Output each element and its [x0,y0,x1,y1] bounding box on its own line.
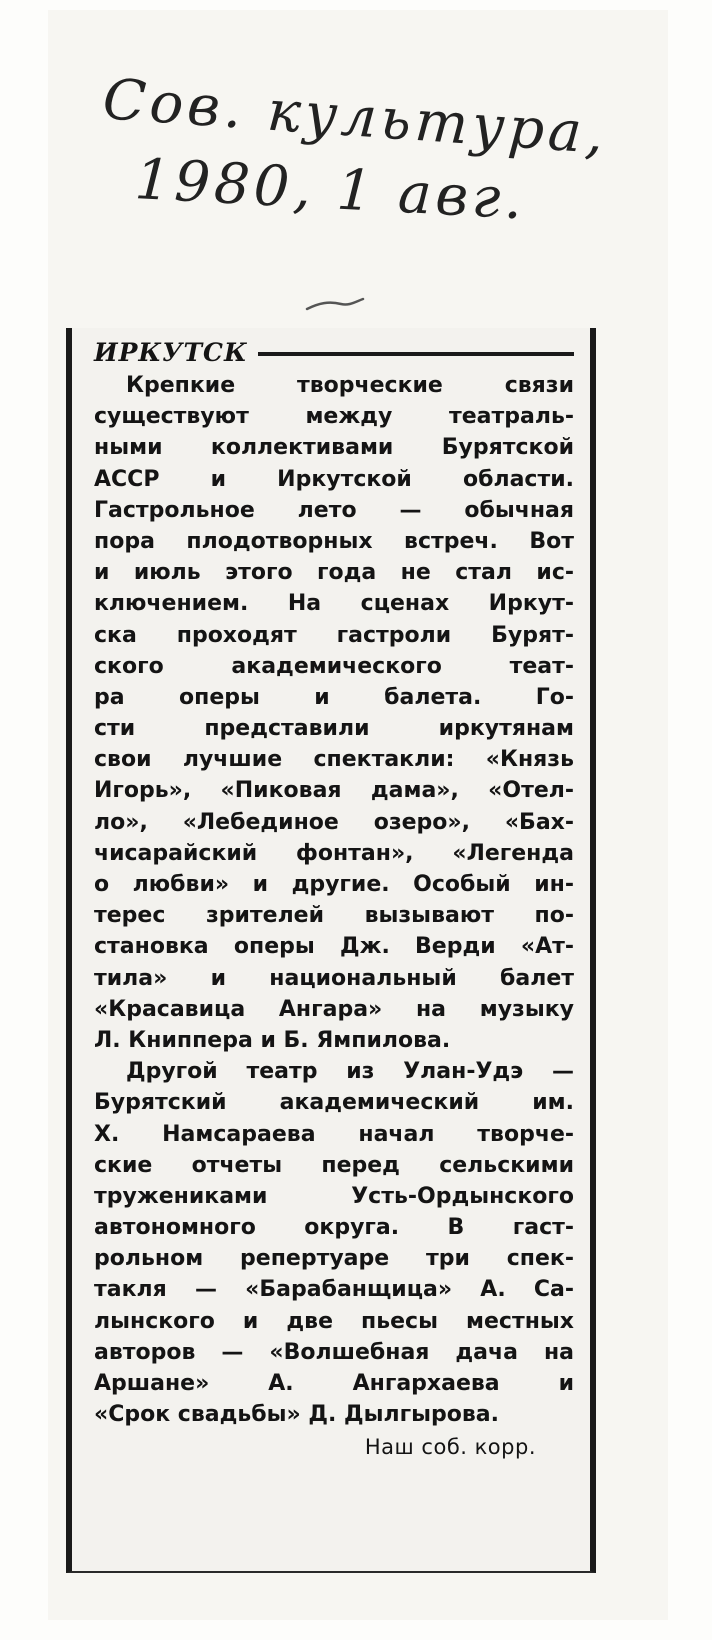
article-line: ска проходят гастроли Бурят- [94,622,574,648]
article-line: становка оперы Дж. Верди «Ат- [94,934,574,960]
article-line: о любви» и другие. Особый ин- [94,872,574,897]
article-line: сти представили иркутянам [94,716,574,742]
article-line: свои лучшие спектакли: «Князь [94,747,574,773]
handwritten-note-line: Сов. культура, [100,67,610,168]
article-line: Х. Намсараева начал творче- [94,1121,574,1147]
article-line: Аршане» А. Ангархаева и [94,1371,574,1396]
article-line: терес зрителей вызывают по- [94,903,574,929]
byline: Наш соб. корр. [364,1435,536,1460]
article-line: Другой театр из Улан-Удэ — [126,1059,574,1085]
article-line: «Красавица Ангара» на музыку [94,996,574,1022]
article-line: Игорь», «Пиковая дама», «Отел- [94,778,574,804]
article-line: ские отчеты перед сельскими [94,1152,574,1178]
article-line: «Срок свадьбы» Д. Дылгырова. [94,1402,500,1428]
article-line: тружениками Усть-Ордынского [94,1183,574,1209]
article-line: такля — «Барабанщица» А. Са- [94,1277,574,1303]
article-line: АССР и Иркутской области. [94,466,574,492]
article-line: Л. Книппера и Б. Ямпилова. [94,1027,451,1053]
article-line: ключением. На сценах Иркут- [94,591,574,617]
article-body [94,370,574,1430]
dateline [94,336,574,368]
article-line: тила» и национальный балет [94,965,574,991]
article-line: ло», «Лебединое озеро», «Бах- [94,809,574,835]
article-line: лынского и две пьесы местных [94,1308,574,1334]
handwritten-note-line: 1980, 1 авг. [133,147,528,233]
newspaper-clipping [66,328,596,1573]
article-line: существуют между театраль- [94,404,574,430]
dateline-city: ИРКУТСК [94,337,248,367]
article-line: и июль этого года не стал ис- [94,560,574,586]
article-line: чисарайский фонтан», «Легенда [94,840,574,866]
article-line: ского академического теат- [94,653,574,679]
article-line: авторов — «Волшебная дача на [94,1339,574,1365]
handwritten-note [95,60,615,240]
pencil-mark [305,295,365,313]
article-line: автономного округа. В гаст- [94,1215,574,1241]
article-line: Крепкие творческие связи [126,373,574,398]
article-line: Гастрольное лето — обычная [94,497,574,523]
dateline-rule [258,352,574,356]
article-line: рольном репертуаре три спек- [94,1246,574,1272]
article-line: ра оперы и балета. Го- [94,684,574,710]
article-line: Бурятский академический им. [94,1090,574,1116]
article-line: пора плодотворных встреч. Вот [94,528,574,554]
article-line: ными коллективами Бурятской [94,435,574,461]
